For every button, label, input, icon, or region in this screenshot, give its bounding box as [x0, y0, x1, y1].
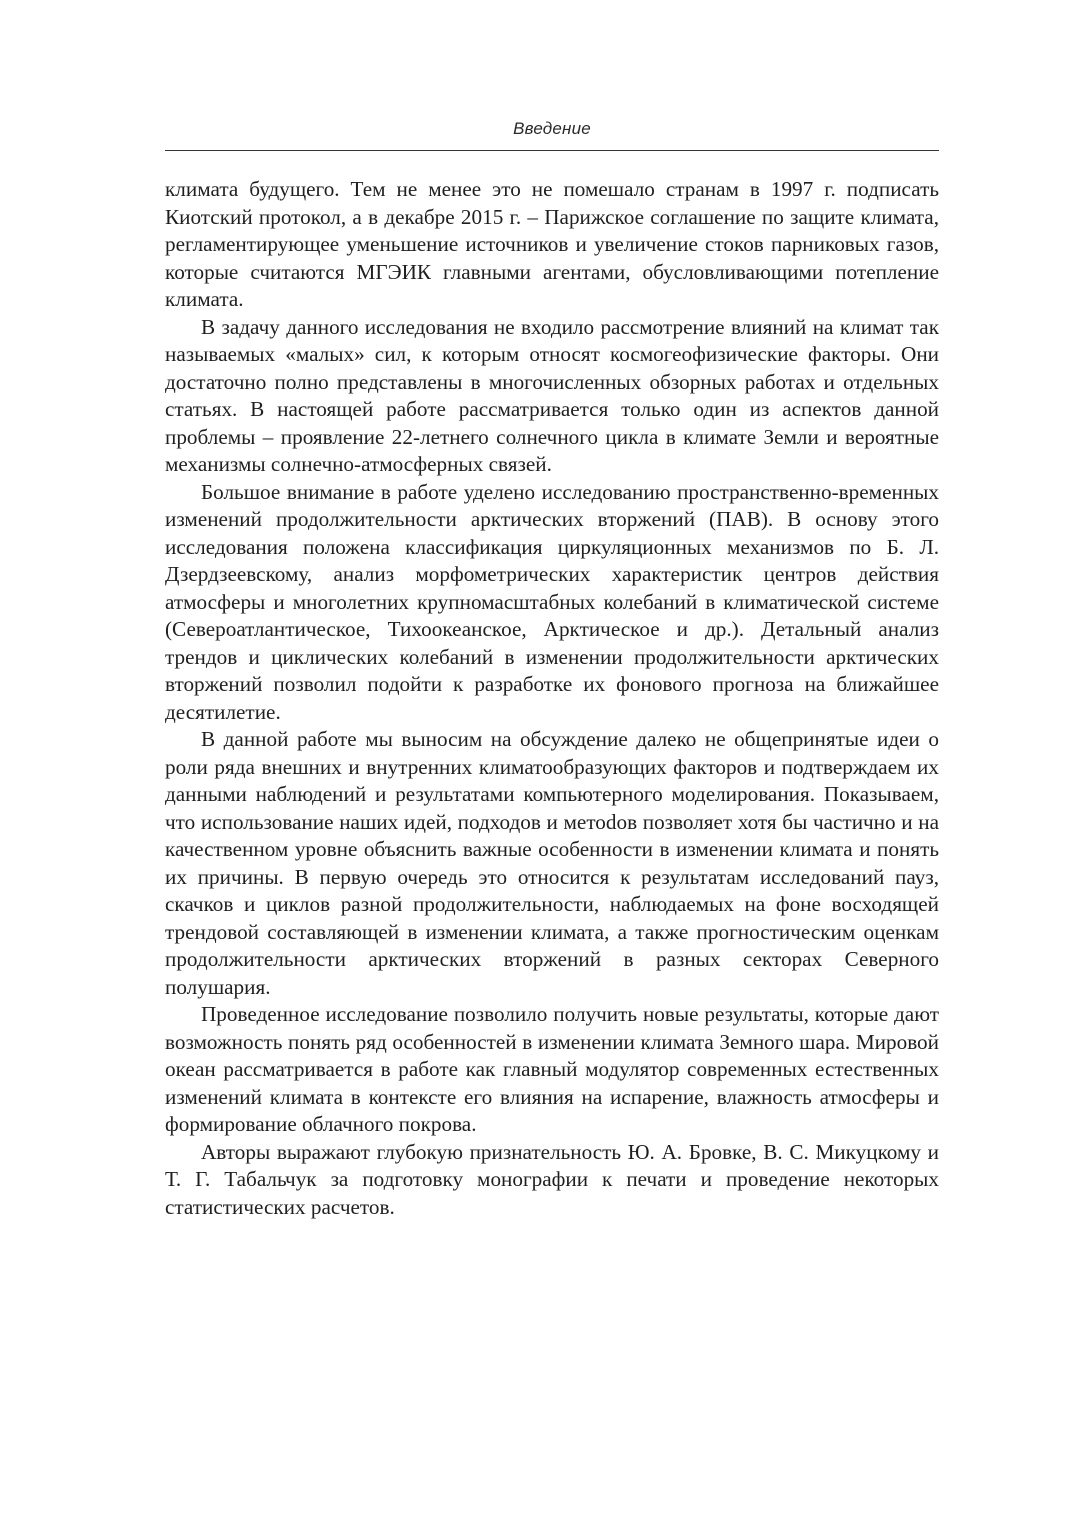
header-rule	[165, 150, 939, 151]
paragraph-acknowledgements: Авторы выражают глубокую признательность Ю. А. Бровке, В. С. Микуцкому и Т. Г. Табальчук за подготовку монографии к печати и проведение некоторых статистических расчетов.	[165, 1139, 939, 1219]
paragraph: Большое внимание в работе уделено исследованию пространственно-временных изменений продолжительности арктических вторжений (ПАВ). В основу этого исследования положена классификация циркуляционных механизмов по Б. Л. Дзердзеевскому, анализ морфометрических характеристик центров действия атмосферы и многолетних крупномасштабных колебаний в климатической системе (Североатлантическое, Тихоокеанское, Арктическое и др.). Детальный анализ трендов и циклических колебаний в изменении продолжительности арктических вторжений позволил подойти к разработке их фонового прогноза на ближайшее десятилетие.	[165, 479, 939, 724]
paragraph: Проведенное исследование позволило получить новые результаты, которые дают возможность понять ряд особенностей в изменении климата Земного шара. Мировой океан рассматривается в работе как главный модулятор современных естественных изменений климата в контексте его влияния на испарение, влажность атмосферы и формирование облачного покрова.	[165, 1002, 939, 1136]
paragraph-continued: климата будущего. Тем не менее это не помешало странам в 1997 г. подписать Киотский протокол, а в декабре 2015 г. – Парижское соглашение по защите климата, регламентирующее уменьшение источников и увеличение стоков парниковых газов, которые считаются МГЭИК главными агентами, обусловливающими потепление климата.	[165, 177, 939, 311]
running-head-title: Введение	[513, 119, 591, 138]
paragraph: В задачу данного исследования не входило рассмотрение влияний на климат так называемых «малых» сил, к которым относят космогеофизические факторы. Они достаточно полно представлены в многочисленных обзорных работах и отдельных статьях. В настоящей работе рассматривается только один из аспектов данной проблемы – проявление 22-летнего солнечного цикла в климате Земли и вероятные механизмы солнечно-атмосферных связей.	[165, 314, 939, 476]
paragraph: В данной работе мы выносим на обсуждение далеко не общепринятые идеи о роли ряда внешних и внутренних климатообразующих факторов и подтверждаем их данными наблюдений и результатами компьютерного моделирования. Показываем, что использование наших идей, подходов и метоdов позволяет хотя бы частично и на качественном уровне объяснить важные особенности в изменении климата и понять их причины. В первую очередь это относится к результатам исследований пауз, скачков и циклов разной продолжительности, наблюдаемых на фоне восходящей трендовой составляющей в изменении климата, а также прогностическим оценкам продолжительности арктических вторжений в разных секторах Северного полушария.	[165, 727, 939, 999]
body-text	[165, 176, 939, 1221]
